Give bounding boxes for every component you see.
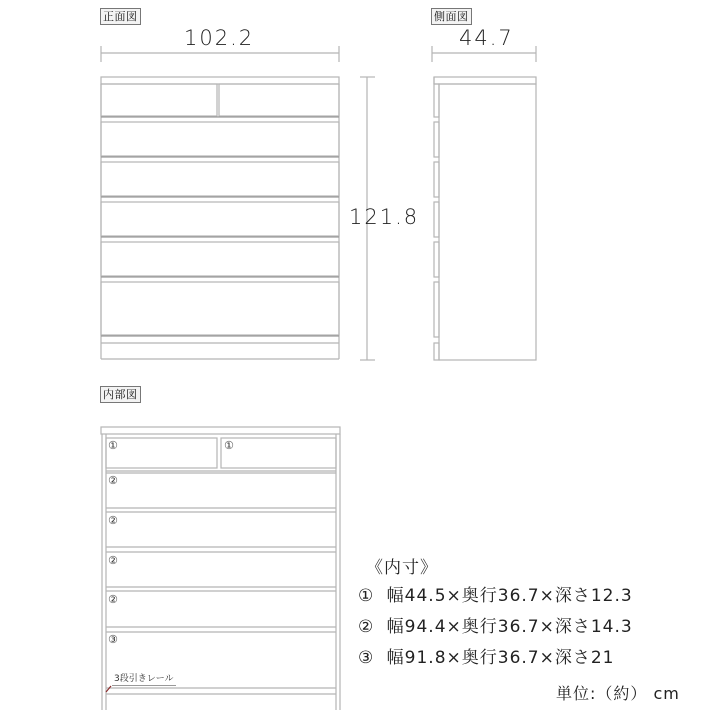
row-marker: ② — [358, 617, 375, 637]
row-marker: ③ — [358, 648, 375, 668]
drawer-marker-2a: ② — [108, 474, 118, 487]
width-dimension: 102.2 — [184, 26, 255, 50]
drawer-marker-2d: ② — [108, 593, 118, 606]
interior-view-drawing — [101, 427, 340, 710]
row-marker: ① — [358, 586, 375, 606]
drawer-marker-2c: ② — [108, 554, 118, 567]
side-view-label: 側面図 — [431, 8, 472, 25]
height-dimension: 121.8 — [349, 205, 420, 229]
depth-dimension: 44.7 — [459, 26, 514, 50]
drawer-marker-1b: ① — [224, 439, 234, 452]
front-view-label: 正面図 — [100, 8, 141, 25]
rail-label: 3段引きレール — [112, 671, 176, 686]
inner-dimension-row-2 — [358, 612, 633, 637]
row-text: 幅44.5×奥行36.7×深さ12.3 — [386, 586, 633, 606]
inner-dimension-row-1 — [358, 581, 633, 606]
side-view-drawing — [432, 46, 536, 360]
inner-dimensions-heading: 《内寸》 — [366, 558, 438, 578]
interior-view-label: 内部図 — [100, 386, 141, 403]
row-text: 幅91.8×奥行36.7×深さ21 — [386, 648, 615, 668]
drawer-marker-2b: ② — [108, 514, 118, 527]
inner-dimension-row-3 — [358, 643, 614, 668]
row-text: 幅94.4×奥行36.7×深さ14.3 — [386, 617, 633, 637]
unit-label: 単位:（約） cm — [556, 684, 680, 703]
drawer-marker-1a: ① — [108, 439, 118, 452]
drawer-marker-3: ③ — [108, 633, 118, 646]
front-view-drawing — [101, 46, 375, 360]
